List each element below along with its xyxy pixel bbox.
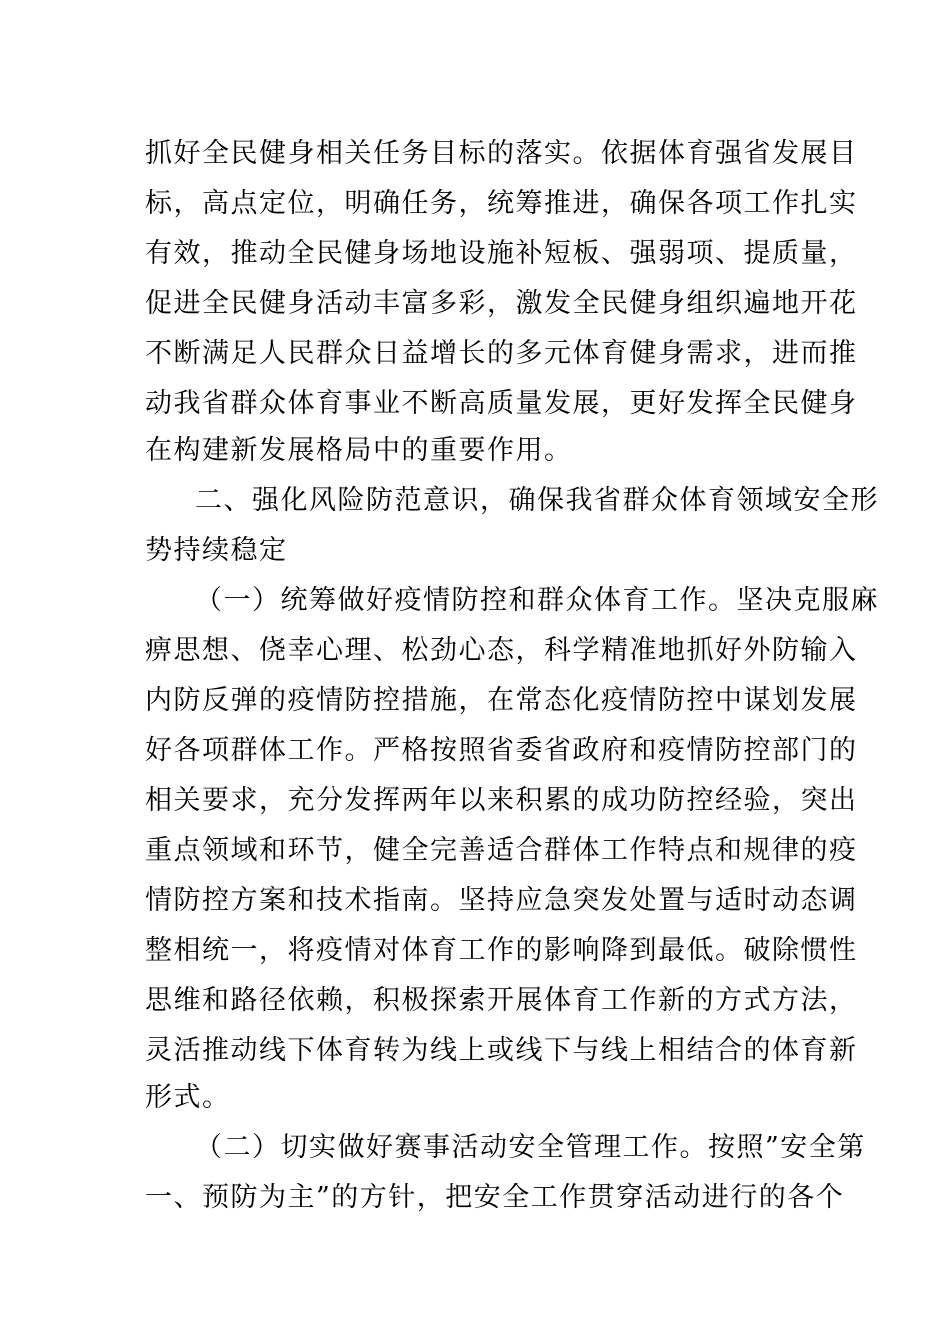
- text-line: 标，高点定位，明确任务，统筹推进，确保各项工作扎实: [145, 188, 858, 219]
- text-line: 动我省群众体育事业不断高质量发展，更好发挥全民健身: [145, 388, 858, 419]
- text-line: 灵活推动线下体育转为线上或线下与线上相结合的体育新: [145, 1035, 858, 1066]
- subsection-heading: （二）切实做好赛事活动安全管理工作。按照”安全第: [195, 1132, 866, 1163]
- text-line: 形式。: [145, 1082, 231, 1113]
- text-line: 思维和路径依赖，积极探索开展体育工作新的方式方法，: [145, 985, 858, 1016]
- text-line: 抓好全民健身相关任务目标的落实。依据体育强省发展目: [145, 138, 858, 169]
- text-line: 有效，推动全民健身场地设施补短板、强弱项、提质量，: [145, 238, 858, 269]
- text-line: 内防反弹的疫情防控措施，在常态化疫情防控中谋划发展: [145, 685, 858, 716]
- section-heading: 二、强化风险防范意识，确保我省群众体育领域安全形: [195, 485, 879, 516]
- text-line: 好各项群体工作。严格按照省委省政府和疫情防控部门的: [145, 735, 858, 766]
- text-line: 痹思想、侥幸心理、松劲心态，科学精准地抓好外防输入: [145, 635, 858, 666]
- text-line: 在构建新发展格局中的重要作用。: [145, 435, 573, 466]
- text-line: 相关要求，充分发挥两年以来积累的成功防控经验，突出: [145, 785, 858, 816]
- text-line: 一、预防为主”的方针，把安全工作贯穿活动进行的各个: [145, 1182, 845, 1213]
- text-line: 促进全民健身活动丰富多彩，激发全民健身组织遍地开花: [145, 288, 858, 319]
- text-line: 重点领域和环节，健全完善适合群体工作特点和规律的疫: [145, 835, 858, 866]
- text-line: 整相统一，将疫情对体育工作的影响降到最低。破除惯性: [145, 935, 858, 966]
- subsection-heading: （一）统筹做好疫情防控和群众体育工作。坚决克服麻: [195, 585, 879, 616]
- text-line: 情防控方案和技术指南。坚持应急突发处置与适时动态调: [145, 885, 858, 916]
- text-line: 不断满足人民群众日益增长的多元体育健身需求，进而推: [145, 338, 858, 369]
- section-heading-continued: 势持续稳定: [145, 535, 288, 566]
